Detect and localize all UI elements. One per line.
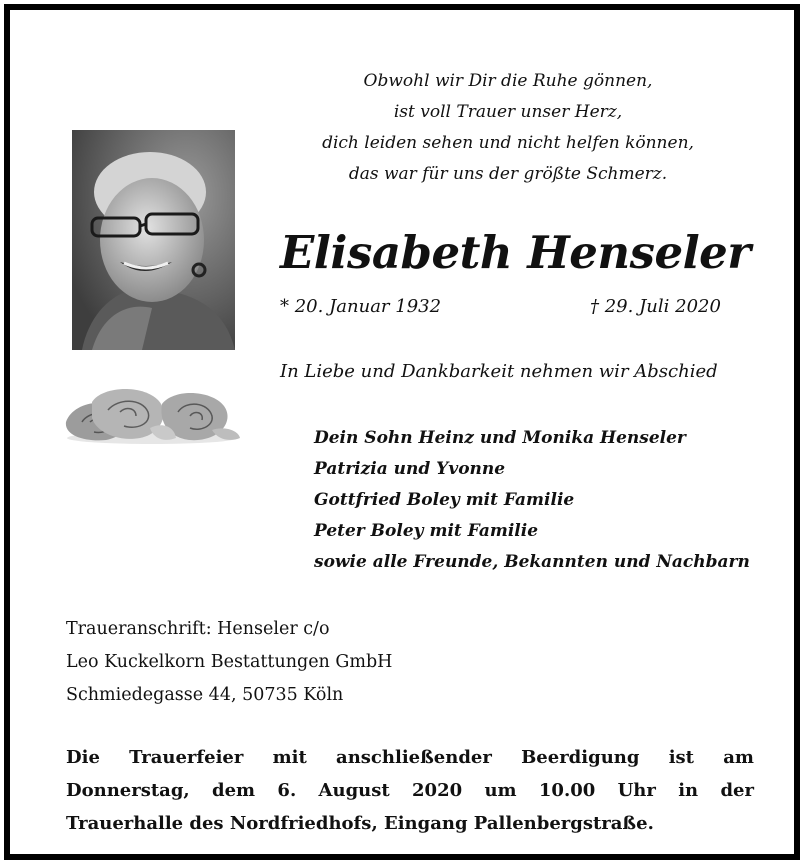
address-line: Traueranschrift: Henseler c/o [66,619,330,639]
ceremony-word: Donnerstag, [66,780,190,801]
ceremony-line-3: Trauerhalle des Nordfriedhofs, Eingang Pallenbergstraße. [66,813,654,834]
mourner-line: Gottfried Boley mit Familie [314,490,575,510]
ceremony-line-1 [66,741,754,774]
obituary-frame [4,4,800,860]
mourners-list [314,423,750,578]
ceremony-word: August [318,780,390,801]
address-line: Schmiedegasse 44, 50735 Köln [66,685,344,705]
poem-line: das war für uns der größte Schmerz. [348,164,668,184]
farewell-text: In Liebe und Dankbarkeit nehmen wir Abschied [280,361,718,382]
ceremony-word: Uhr [617,780,656,801]
mourning-address [66,613,392,712]
ceremony-word: Beerdigung [521,747,640,768]
ceremony-word: anschließender [336,747,492,768]
ceremony-word: der [720,780,754,801]
ceremony-notice [66,741,754,840]
ceremony-word: in [678,780,699,801]
ceremony-line-2 [66,774,754,807]
deceased-name: Elisabeth Henseler [280,226,751,279]
ceremony-word: mit [272,747,307,768]
ceremony-word: 6. [277,780,297,801]
poem-line: ist voll Trauer unser Herz, [393,102,623,122]
roses-image [62,382,242,446]
ceremony-word: 10.00 [538,780,596,801]
ceremony-word: dem [212,780,256,801]
mourner-line: Patrizia und Yvonne [314,459,506,479]
birth-date: * 20. Januar 1932 [280,296,442,317]
poem-line: dich leiden sehen und nicht helfen können, [322,133,694,153]
poem [268,66,748,190]
ceremony-word: um [484,780,517,801]
mourner-line: Peter Boley mit Familie [314,521,539,541]
address-line: Leo Kuckelkorn Bestattungen GmbH [66,652,393,672]
ceremony-word: am [723,747,754,768]
ceremony-word: Die [66,747,100,768]
poem-line: Obwohl wir Dir die Ruhe gönnen, [363,71,653,91]
death-date: † 29. Juli 2020 [590,296,721,317]
mourner-line: Dein Sohn Heinz und Monika Henseler [314,428,686,448]
mourner-line: sowie alle Freunde, Bekannten und Nachbarn [314,552,750,572]
ceremony-word: 2020 [412,780,463,801]
ceremony-word: Trauerfeier [129,747,244,768]
ceremony-word: ist [668,747,694,768]
portrait-photo [72,130,235,350]
